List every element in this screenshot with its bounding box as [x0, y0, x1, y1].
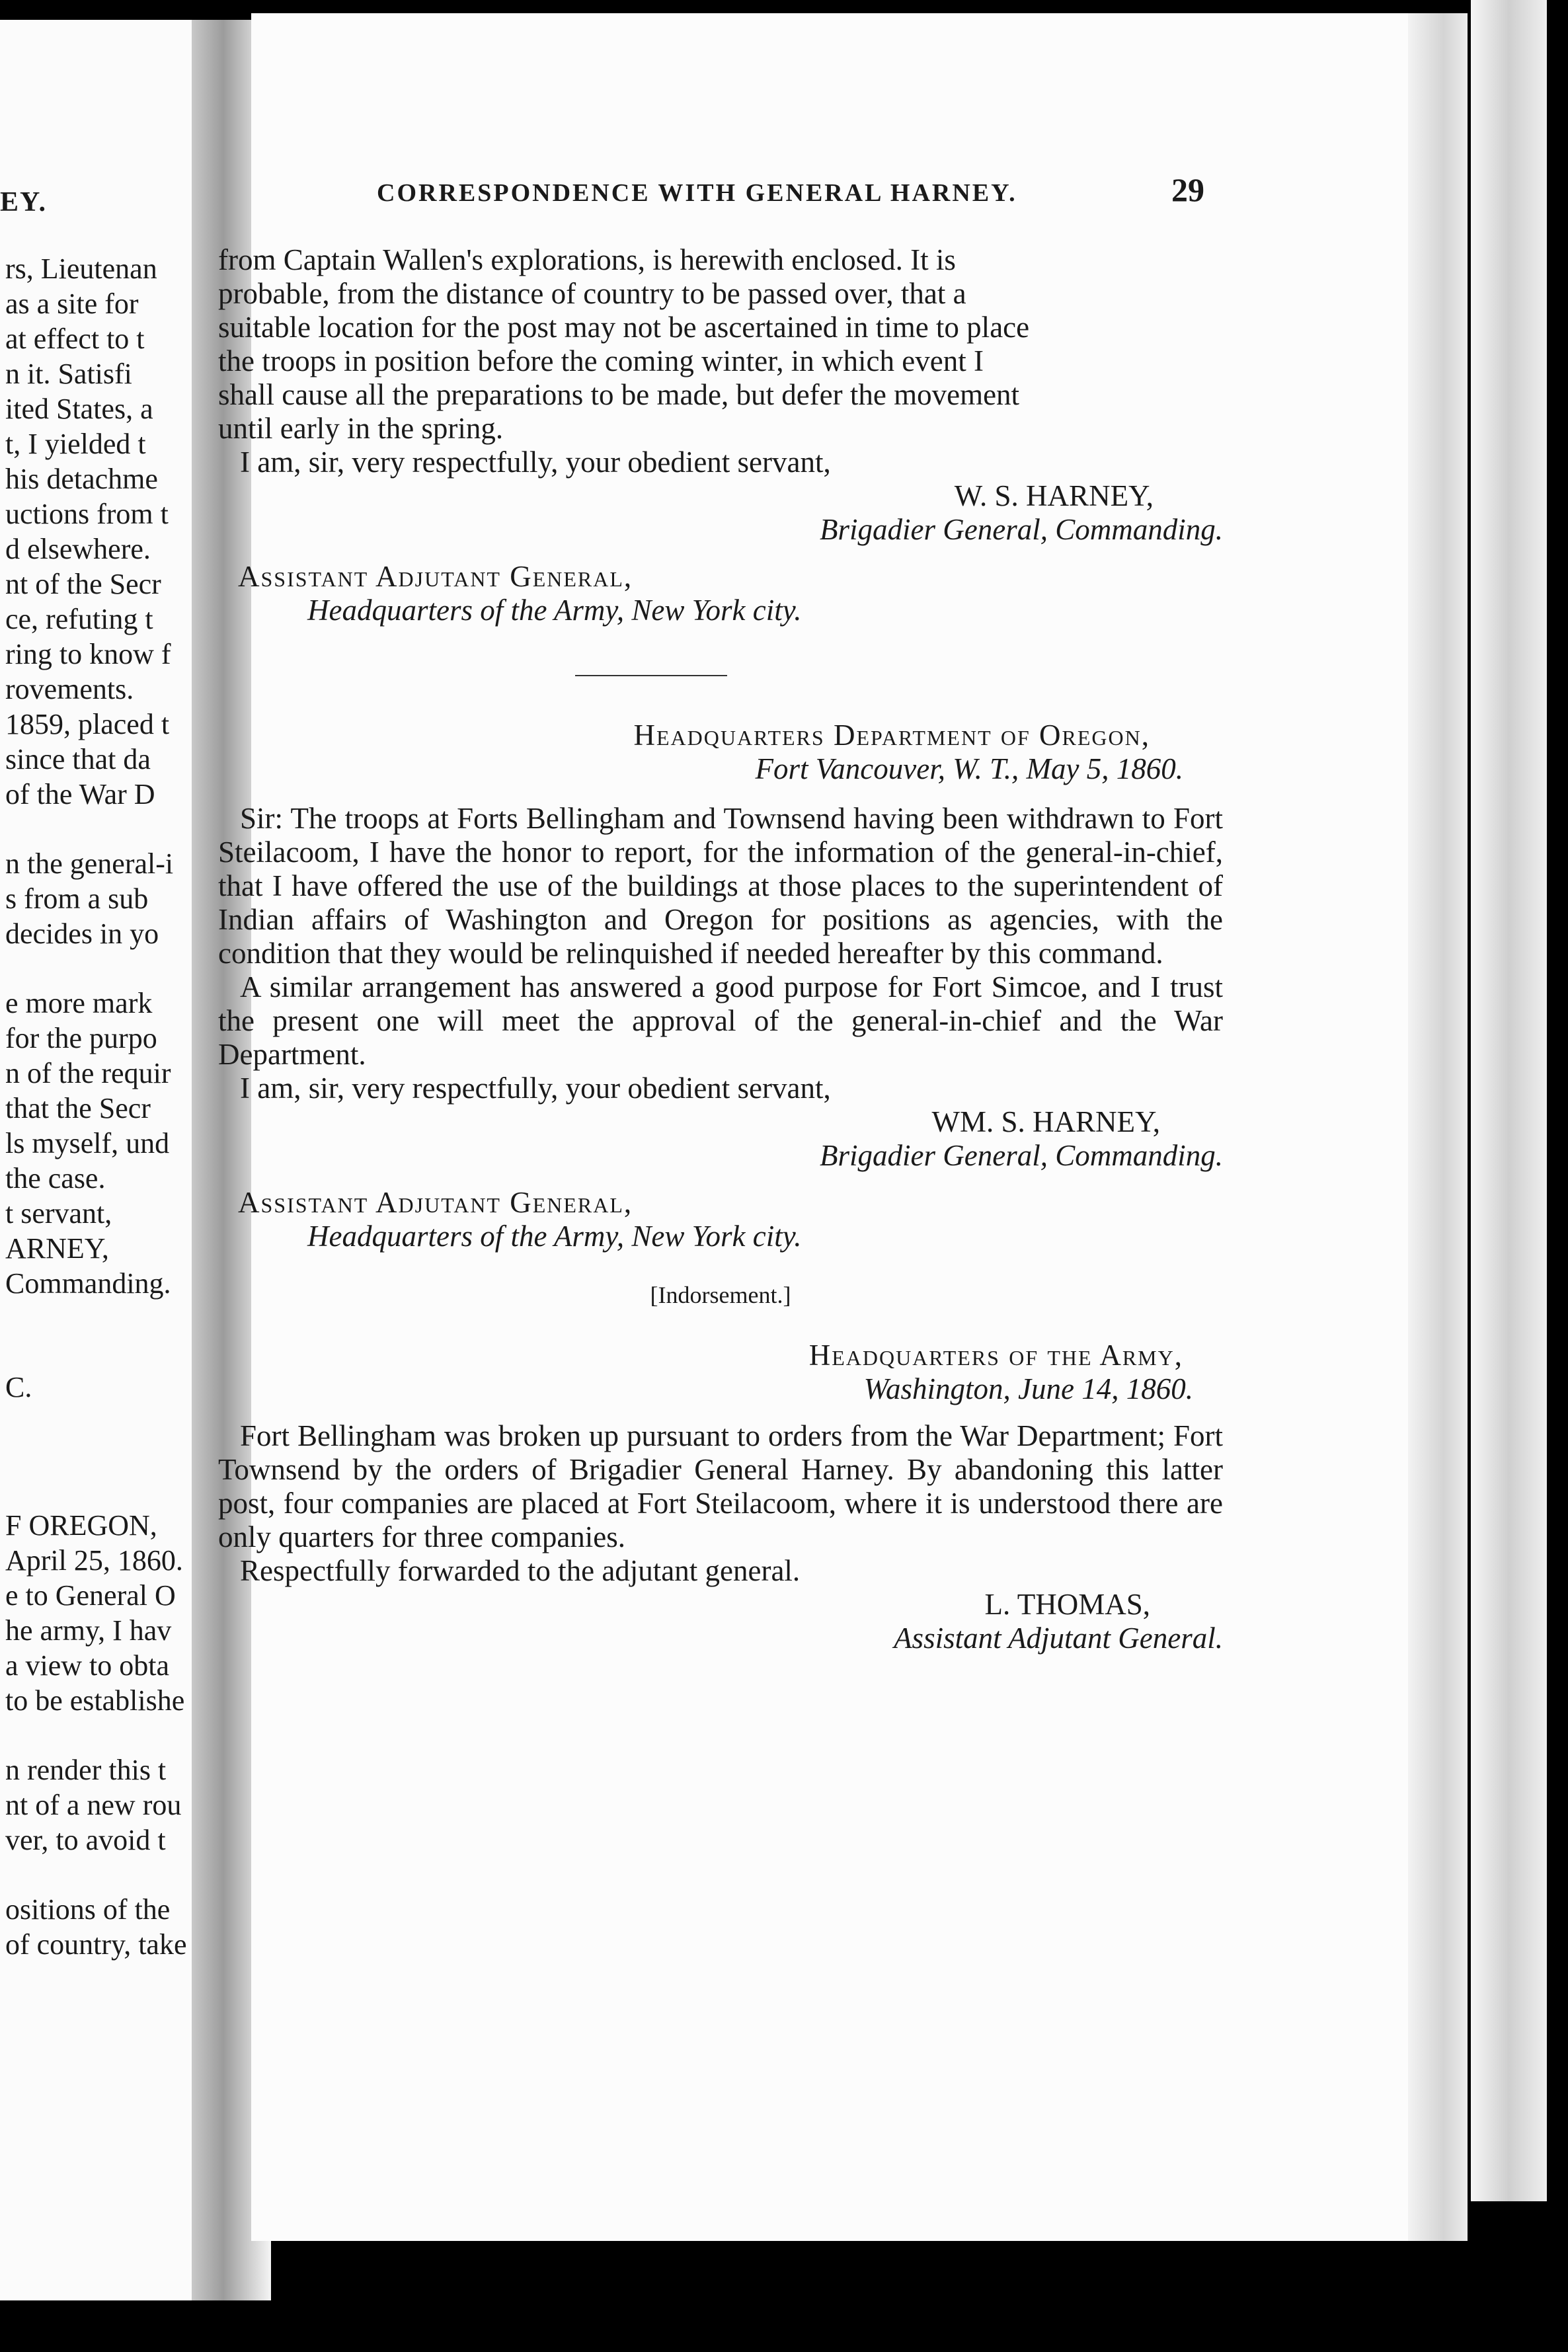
facing-text-line: e to General O [5, 1579, 176, 1612]
letter-1-addressee-title: Assistant Adjutant General, [238, 560, 633, 593]
facing-running-header: EY. [0, 187, 47, 217]
facing-text-line: that the Secr [5, 1092, 151, 1124]
letter-1-addressee-location: Headquarters of the Army, New York city. [307, 594, 802, 627]
indorsement-heading-date: Washington, June 14, 1860. [863, 1372, 1193, 1405]
facing-text-line [5, 1473, 218, 1508]
facing-text-line: n it. Satisfi [5, 358, 132, 390]
letter-2-heading-date: Fort Vancouver, W. T., May 5, 1860. [755, 752, 1183, 785]
facing-text-line [5, 1301, 218, 1335]
facing-text-line: n render this t [5, 1754, 167, 1786]
page-edge-outer [1471, 0, 1547, 2201]
facing-text-line: at effect to t [5, 323, 145, 355]
facing-text-line: n the general-i [5, 847, 174, 880]
facing-text-line: nt of a new rou [5, 1789, 182, 1821]
facing-text-line: uctions from t [5, 498, 169, 530]
facing-text-line: rs, Lieutenan [5, 253, 157, 285]
letter-2-closing: I am, sir, very respectfully, your obedient servant, [240, 1072, 831, 1105]
facing-text-line: n of the requir [5, 1057, 171, 1089]
section-divider [575, 675, 727, 676]
facing-text-line: as a site for [5, 288, 139, 320]
facing-text-line: of the War D [5, 778, 155, 810]
facing-text-line [5, 1858, 218, 1892]
facing-text-line: ARNEY, [5, 1232, 109, 1265]
facing-text-line: F OREGON, [5, 1509, 157, 1542]
text-line: the troops in position before the coming winter, in which event I [218, 344, 984, 377]
facing-text-line: of country, take [5, 1928, 187, 1961]
facing-text-line: C. [5, 1371, 32, 1403]
letter-2-signature-title: Brigadier General, Commanding. [820, 1139, 1223, 1172]
facing-text-line: 1859, placed t [5, 708, 170, 740]
letter-2-signature-name: WM. S. HARNEY, [931, 1105, 1160, 1138]
facing-text-line: his detachme [5, 463, 158, 495]
facing-text-line: Commanding. [5, 1267, 171, 1300]
page-number: 29 [1171, 171, 1204, 208]
facing-text-line [5, 1405, 218, 1439]
facing-text-line: d elsewhere. [5, 533, 151, 565]
text-line: from Captain Wallen's explorations, is herewith enclosed. It is [218, 243, 956, 276]
facing-text-line: t servant, [5, 1197, 112, 1230]
facing-text-line: e more mark [5, 987, 153, 1019]
facing-text-line: nt of the Secr [5, 568, 161, 600]
letter-2 [218, 719, 1223, 1253]
letter-1-signature-name: W. S. HARNEY, [954, 479, 1154, 512]
letter-2-addressee-location: Headquarters of the Army, New York city. [307, 1220, 802, 1253]
facing-page-fragment [0, 20, 218, 2300]
facing-text-line [5, 1439, 218, 1473]
facing-text-line: t, I yielded t [5, 428, 146, 460]
letter-2-paragraph-2: A similar arrangement has answered a good purpose for Fort Simcoe, and I trust the present one will meet the approval of the general-in-chief and the War Department. [218, 970, 1223, 1071]
indorsement-paragraph-2: Respectfully forwarded to the adjutant general. [240, 1554, 801, 1587]
facing-text-line: ce, refuting t [5, 603, 153, 635]
text-line: until early in the spring. [218, 412, 504, 445]
facing-text-line [5, 951, 218, 986]
letter-1 [218, 243, 1223, 627]
letter-2-heading-org: Headquarters Department of Oregon, [633, 719, 1150, 752]
text-line: shall cause all the preparations to be made, but defer the movement [218, 378, 1020, 411]
text-line: probable, from the distance of country to be passed over, that a [218, 277, 966, 310]
facing-text-line: for the purpo [5, 1022, 157, 1054]
facing-text-line: ositions of the [5, 1893, 171, 1926]
facing-text-line [5, 812, 218, 846]
letter-1-closing: I am, sir, very respectfully, your obedient servant, [240, 446, 831, 479]
facing-text-line: the case. [5, 1162, 106, 1195]
facing-text-line: ver, to avoid t [5, 1824, 166, 1856]
facing-page-lines [5, 251, 218, 1962]
indorsement-signature-title: Assistant Adjutant General. [894, 1622, 1223, 1655]
letter-2-paragraph-1: Sir: The troops at Forts Bellingham and Townsend having been withdrawn to Fort Steilacoom, I have the honor to report, for the information of the general-in-chief, that I have offered the use of the buildings at those places to the superintendent of Indian affairs of Washington and Oregon for positions as agencies, with the condition that they would be relinquished if needed hereafter by this command. [218, 802, 1223, 970]
letter-1-signature-title: Brigadier General, Commanding. [820, 513, 1223, 546]
facing-text-line: since that da [5, 743, 151, 775]
page-body [218, 243, 1223, 1655]
facing-text-line: ited States, a [5, 393, 153, 425]
indorsement-paragraph-1: Fort Bellingham was broken up pursuant to orders from the War Department; Fort Townsend by the orders of Brigadier General Harney. By abandoning this latter post, four companies are placed at Fort Steilacoom, where it is understood there are only quarters for three companies. [218, 1419, 1223, 1553]
facing-text-line [5, 1335, 218, 1370]
facing-text-line: s from a sub [5, 882, 149, 915]
indorsement-heading-org: Headquarters of the Army, [808, 1339, 1183, 1372]
running-header: CORRESPONDENCE WITH GENERAL HARNEY. [377, 179, 1017, 207]
indorsement [218, 1278, 1223, 1655]
letter-2-addressee-title: Assistant Adjutant General, [238, 1186, 633, 1219]
facing-text-line: a view to obta [5, 1649, 170, 1682]
indorsement-signature-name: L. THOMAS, [984, 1588, 1150, 1621]
facing-text-line: to be establishe [5, 1684, 185, 1717]
indorsement-label: [Indorsement.] [650, 1282, 791, 1308]
facing-text-line: he army, I hav [5, 1614, 172, 1647]
letter-1-paragraph [218, 243, 1223, 446]
facing-text-line: rovements. [5, 673, 134, 705]
page-edge [1408, 13, 1468, 2241]
facing-text-line: ls myself, und [5, 1127, 170, 1159]
facing-text-line: ring to know f [5, 638, 171, 670]
facing-text-line: decides in yo [5, 918, 159, 950]
facing-text-line [5, 1718, 218, 1752]
facing-text-line: April 25, 1860. [5, 1544, 183, 1577]
text-line: suitable location for the post may not be ascertained in time to place [218, 311, 1030, 344]
